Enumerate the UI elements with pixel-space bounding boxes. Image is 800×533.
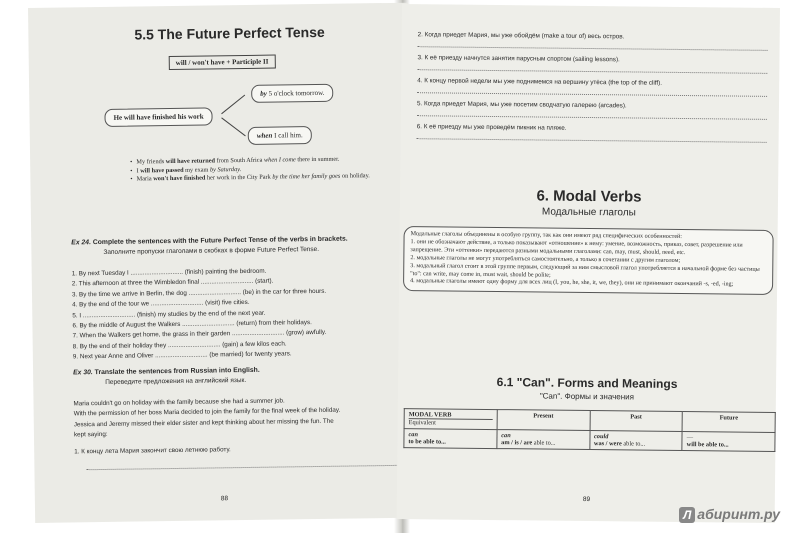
diagram-when-box: when I call him. [248,126,312,145]
chapter-subtitle: Модальные глаголы [541,206,636,219]
rule-item: 2. модальные глаголы не могут употребляться самостоятельно, а только в сочетании с другим глаголом; [410,254,681,264]
exercise-item: 7. When the Walkers get home, the grass in their garden .............................. (grow) awfully. [72,329,327,340]
example-item: • My friends will have returned from South Africa when I come there in summer. [130,155,370,167]
chapter-title: 6. Modal Verbs [536,187,642,206]
header-present: Present [497,410,590,431]
chapter-heading [400,186,778,220]
cell-modal: can to be able to... [404,429,497,449]
diagram-arrow-down [221,117,246,136]
answer-line [86,465,406,470]
exercise-item: 5. Когда приедет Мария, мы уже посетим сводчатую галерею (arcades). [417,93,767,120]
exercise-item: 3. К её приезду начнутся занятия парусным спортом (sailing lessons). [417,47,767,74]
ex30-story [73,395,419,441]
example-item: • Maria won't have finished her work in the City Park by the time her family goes on holiday. [130,172,370,184]
examples-list [130,155,370,184]
exercise-item: 3. By the time we arrive in Berlin, the dog .............................. (be) in the car for three hours. [71,287,327,299]
left-page [28,3,415,523]
page-number-left: 88 [220,495,229,503]
cell-future: — will be able to... [682,432,775,452]
ex24-heading: Ex 24. Complete the sentences with the Future Perfect Tense of the verbs in brackets. [71,235,348,247]
rules-intro: Модальные глаголы объединены в особую группу, так как они имеют ряд специфических особенностей: [410,231,683,240]
ex30-item1: 1. К концу лета Мария закончит свою летнюю работу. [74,446,231,456]
story-line: Maria couldn't go on holiday with the family because she had a summer job. [73,397,285,408]
formula-box: will / won't have + Participle II [169,55,276,70]
cell-past: could was / were able to... [589,431,682,451]
section-heading [398,374,776,403]
section-subtitle: "Can". Формы и значения [539,391,635,402]
section-title: 6.1 "Can". Forms and Meanings [496,375,678,391]
page-number-right: 89 [582,495,591,504]
modal-rules-box [403,226,774,295]
rule-item: 4. модальные глаголы имеют одну форму для всех лиц (I, you, he, she, it, we, they), они не принимают окончаний -s, -ed, -ing; [410,278,734,288]
story-line: kept saying: [73,431,108,439]
watermark-text: абиринт.ру [697,505,780,522]
ex24-items [72,265,413,363]
diagram-arrow-up [221,95,245,115]
exercise-item: 9. Next year Anne and Oliver .............................. (be married) for twenty years. [72,350,292,361]
ex30-heading: Ex 30. Translate the sentences from Russian into English. [73,366,260,377]
diagram-main: He will have finished his work [104,107,212,127]
exercise-item: 2. This afternoon at three the Wimbledon final .............................. (start). [71,278,274,288]
header-future: Future [682,412,775,433]
header-past: Past [590,411,683,432]
exercise-item: 2. Когда приедет Мария, мы уже обойдём (make a tour of) весь остров. [418,24,768,51]
exercise-item: 5. I .............................. (finish) my studies by the end of the next year. [72,309,266,320]
example-item: • I will have passed my exam by Saturday. [130,164,370,176]
rule-item: 3. модальный глагол стоит в этой группе первым, следующий за ним смысловой глагол употребляется в начальной форме без частицы "to": can write, may come in, must wait, should be polite; [410,262,760,279]
watermark-mark-icon: Л [679,507,695,523]
translation-items [417,24,768,143]
story-line: With the permission of her boss Maria decided to join the family for the final week of the holiday. [73,407,341,418]
exercise-item: 4. By the end of the tour we .............................. (visit) five cities. [72,299,250,309]
header-modal-verb: MODAL VERB Equivalent [404,409,497,430]
exercise-item: 6. К её приезду мы уже проведём пикник на пляже. [417,116,767,143]
ex30-subtitle: Переведите предложения на английский язык. [105,376,247,386]
watermark-logo [679,506,780,523]
ex24-subtitle: Заполните пропуски глаголами в скобках в форме Future Perfect Tense. [103,245,320,256]
rule-item: 1. они не обозначают действие, а только показывают «отношение» к нему: умение, возможность, приказ, совет, разрешение или запрещение. Эти «оттенки» передаются разными модальными глаголами: can, may, must, should, need, etc. [410,239,743,256]
exercise-item: 4. К концу первой недели мы уже поднимемся на вершину утёса (the top of the cliff). [417,70,767,97]
section-title: 5.5 The Future Perfect Tense [134,23,325,43]
exercise-item: 8. By the end of their holiday they .............................. (gain) a few kilos each. [72,340,287,351]
cell-present: can am / is / are able to... [497,430,590,450]
exercise-item: 1. By next Tuesday I .............................. (finish) painting the bedroom. [71,267,267,278]
story-line: Jessica and Jeremy missed their elder sister and kept thinking about her missing the fun. The [73,417,334,429]
can-forms-table [403,408,775,452]
exercise-item: 6. By the middle of August the Walkers .............................. (return) from their holidays. [72,319,312,330]
right-page [397,4,780,523]
diagram-by-box: by 5 o'clock tomorrow. [251,84,333,103]
